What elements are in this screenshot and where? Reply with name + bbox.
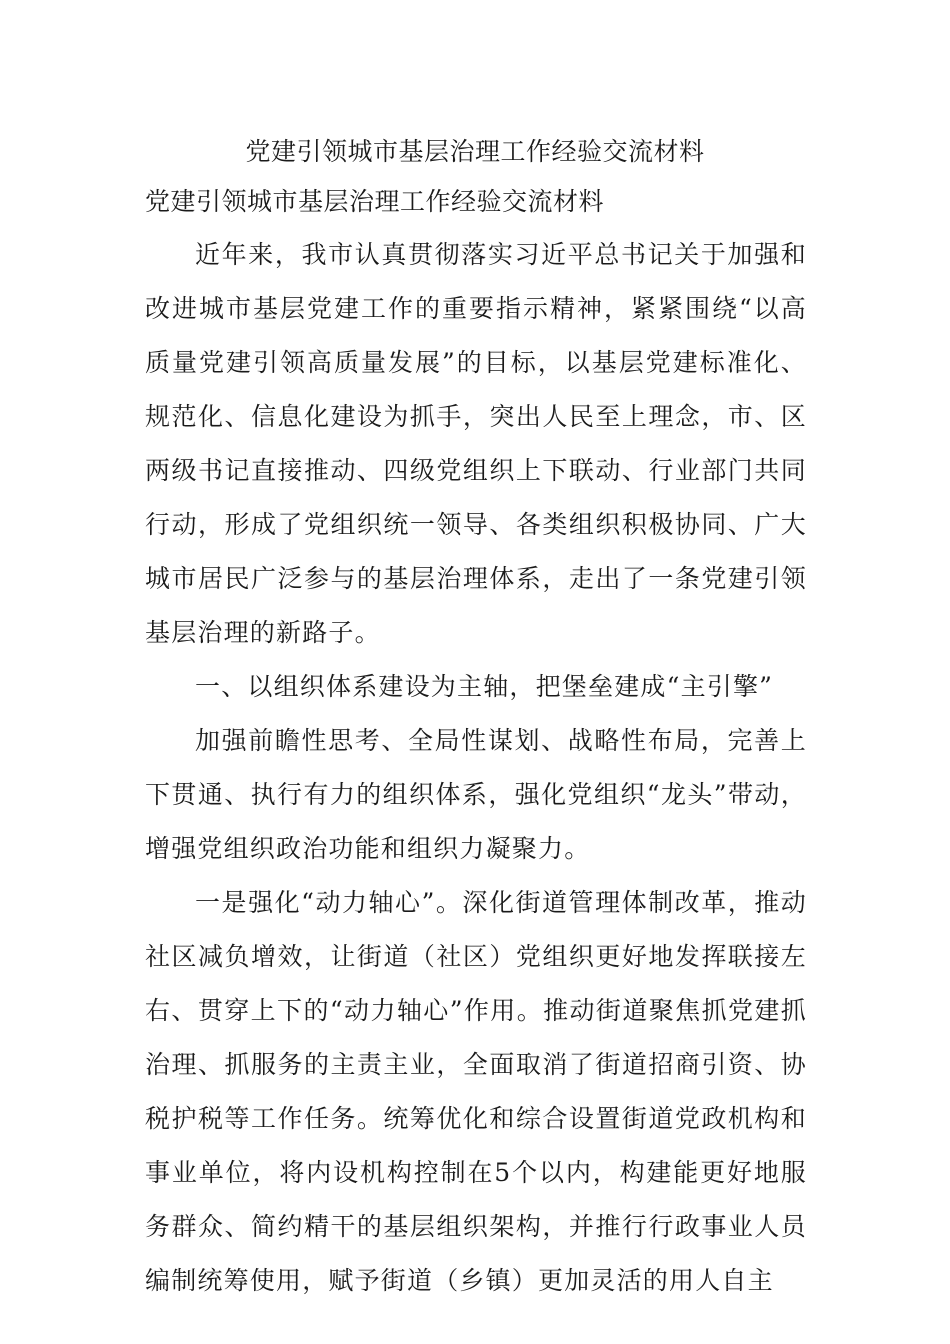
document-body: [145, 228, 807, 1308]
document-title: 党建引领城市基层治理工作经验交流材料: [245, 137, 705, 166]
document-subtitle: 党建引领城市基层治理工作经验交流材料: [145, 187, 605, 216]
paragraph-point-1: 一是强化“动力轴心”。深化街道管理体制改革，推动社区减负增效，让街道（社区）党组织更好地发挥联接左右、贯穿上下的“动力轴心”作用。推动街道聚焦抓党建抓治理、抓服务的主责主业，全面取消了街道招商引资、协税护税等工作任务。统筹优化和综合设置街道党政机构和事业单位，将内设机构控制在5个以内，构建能更好地服务群众、简约精干的基层组织架构，并推行行政事业人员编制统筹使用，赋予街道（乡镇）更加灵活的用人自主: [145, 888, 807, 1295]
paragraph-section-1-summary: 加强前瞻性思考、全局性谋划、战略性布局，完善上下贯通、执行有力的组织体系，强化党组织“龙头”带动，增强党组织政治功能和组织力凝聚力。: [145, 726, 807, 863]
paragraph-intro: 近年来，我市认真贯彻落实习近平总书记关于加强和改进城市基层党建工作的重要指示精神，紧紧围绕“以高质量党建引领高质量发展”的目标，以基层党建标准化、规范化、信息化建设为抓手，突出人民至上理念，市、区两级书记直接推动、四级党组织上下联动、行业部门共同行动，形成了党组织统一领导、各类组织积极协同、广大城市居民广泛参与的基层治理体系，走出了一条党建引领基层治理的新路子。: [145, 240, 807, 647]
section-heading-1: 一、以组织体系建设为主轴，把堡垒建成“主引擎”: [195, 672, 774, 701]
